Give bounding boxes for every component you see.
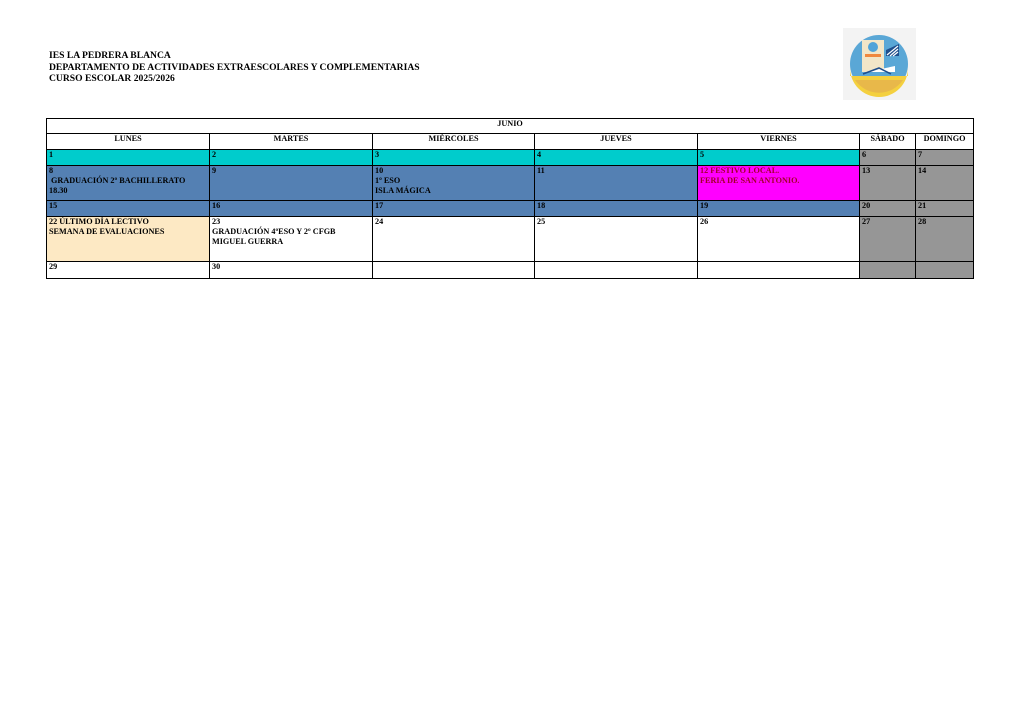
school-logo-icon bbox=[843, 28, 916, 100]
day-header-martes: MARTES bbox=[210, 134, 373, 150]
day-cell-27: 27 bbox=[860, 217, 916, 262]
event-graduacion-bachillerato: GRADUACIÓN 2º BACHILLERATO bbox=[49, 176, 186, 185]
day-cell-9: 9 bbox=[210, 166, 373, 201]
day-header-miercoles: MIÉRCOLES bbox=[373, 134, 535, 150]
event-group: 1º ESO bbox=[375, 176, 401, 185]
day-cell-30: 30 bbox=[210, 262, 373, 279]
day-header-lunes: LUNES bbox=[47, 134, 210, 150]
empty-cell bbox=[698, 262, 860, 279]
day-header-jueves: JUEVES bbox=[535, 134, 698, 150]
school-name: IES LA PEDRERA BLANCA bbox=[49, 50, 171, 61]
empty-weekend-cell bbox=[916, 262, 974, 279]
day-cell-1: 1 bbox=[47, 150, 210, 166]
day-cell-3: 3 bbox=[373, 150, 535, 166]
event-festivo-local: 12 FESTIVO LOCAL. bbox=[700, 166, 780, 175]
day-cell-29: 29 bbox=[47, 262, 210, 279]
document-header bbox=[49, 50, 420, 85]
empty-weekend-cell bbox=[860, 262, 916, 279]
event-feria: FERIA DE SAN ANTONIO. bbox=[700, 176, 800, 185]
event-semana-evaluaciones: SEMANA DE EVALUACIONES bbox=[49, 227, 165, 236]
empty-cell bbox=[373, 262, 535, 279]
month-title: JUNIO bbox=[47, 119, 974, 134]
day-cell-21: 21 bbox=[916, 201, 974, 217]
day-cell-5: 5 bbox=[698, 150, 860, 166]
event-location: MIGUEL GUERRA bbox=[212, 237, 284, 246]
day-cell-26: 26 bbox=[698, 217, 860, 262]
day-cell-2: 2 bbox=[210, 150, 373, 166]
day-cell-23: 23 GRADUACIÓN 4ºESO Y 2º CFGB MIGUEL GUERRA bbox=[210, 217, 373, 262]
day-cell-25: 25 bbox=[535, 217, 698, 262]
day-cell-22 bbox=[47, 217, 210, 262]
day-cell-16: 16 bbox=[210, 201, 373, 217]
day-cell-11: 11 bbox=[535, 166, 698, 201]
day-cell-18: 18 bbox=[535, 201, 698, 217]
day-cell-19: 19 bbox=[698, 201, 860, 217]
calendar-table bbox=[46, 118, 974, 279]
day-cell-14: 14 bbox=[916, 166, 974, 201]
day-cell-10: 10 1º ESO ISLA MÁGICA bbox=[373, 166, 535, 201]
department-name: DEPARTAMENTO DE ACTIVIDADES EXTRAESCOLARES Y COMPLEMENTARIAS bbox=[49, 61, 420, 73]
day-cell-4: 4 bbox=[535, 150, 698, 166]
empty-cell bbox=[535, 262, 698, 279]
day-header-domingo: DOMINGO bbox=[916, 134, 974, 150]
day-cell-12 bbox=[698, 166, 860, 201]
day-cell-24: 24 bbox=[373, 217, 535, 262]
event-isla-magica: ISLA MÁGICA bbox=[375, 186, 431, 195]
school-year: CURSO ESCOLAR 2025/2026 bbox=[49, 73, 175, 84]
day-cell-17: 17 bbox=[373, 201, 535, 217]
day-cell-7: 7 bbox=[916, 150, 974, 166]
event-ultimo-dia-lectivo: 22 ÚLTIMO DÍA LECTIVO bbox=[49, 217, 149, 226]
day-cell-6: 6 bbox=[860, 150, 916, 166]
day-cell-8: 8 GRADUACIÓN 2º BACHILLERATO 18.30 bbox=[47, 166, 210, 201]
day-cell-20: 20 bbox=[860, 201, 916, 217]
event-graduacion-eso: GRADUACIÓN 4ºESO Y 2º CFGB bbox=[212, 227, 336, 236]
day-cell-13: 13 bbox=[860, 166, 916, 201]
day-cell-28: 28 bbox=[916, 217, 974, 262]
day-cell-15: 15 bbox=[47, 201, 210, 217]
day-header-viernes: VIERNES bbox=[698, 134, 860, 150]
event-time: 18.30 bbox=[49, 186, 68, 195]
day-header-sabado: SÁBADO bbox=[860, 134, 916, 150]
